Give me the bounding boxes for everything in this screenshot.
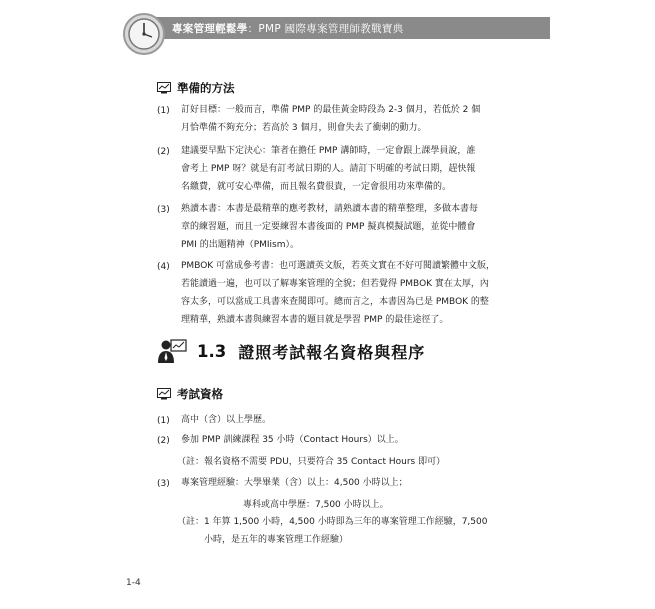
- section-heading-text: 考試資格: [177, 387, 223, 401]
- item-number: (1): [157, 106, 170, 116]
- item-line: PMI 的出題精神（PMIism）。: [181, 240, 300, 250]
- header-title-main: 專案管理輕鬆學: [172, 23, 248, 35]
- item-number: (1): [157, 416, 170, 426]
- item-number: (3): [157, 479, 170, 489]
- item-line: 若能讀過一遍，也可以了解專案管理的全貌；但若覺得 PMBOK 實在太厚，內: [181, 279, 489, 289]
- chapter-number: 1.3: [197, 341, 227, 361]
- item-line: 熟讀本書：本書是最精華的應考教材，請熟讀本書的精華整理，多做本書每: [181, 204, 479, 214]
- item-line: 專科或高中學歷：7,500 小時以上。: [243, 500, 389, 510]
- header-title-sub: ：PMP 國際專案管理師教戰寶典: [247, 23, 404, 35]
- item-line: 專案管理經驗：大學畢業（含）以上：4,500 小時以上；: [181, 478, 408, 488]
- header-title: [172, 21, 403, 36]
- monitor-chart-icon: [157, 388, 171, 400]
- monitor-chart-icon: [157, 82, 171, 94]
- chapter-heading: [157, 338, 425, 364]
- presenter-icon: [157, 338, 187, 364]
- item-line: 理精華，熟讀本書與練習本書的題目就是學習 PMP 的最佳途徑了。: [181, 315, 449, 325]
- list-item: [181, 474, 408, 514]
- item-line: 容太多，可以當成工具書來查閱即可。總而言之，本書因為已是 PMBOK 的整: [181, 297, 489, 307]
- list-item: [181, 142, 475, 196]
- clock-icon: [122, 12, 166, 56]
- note: [177, 453, 445, 471]
- list-item: [181, 200, 478, 254]
- item-line: PMBOK 可當成參考書：也可選讀英文版，若英文實在不好可閱讀繁體中文版，: [181, 261, 496, 271]
- page-number: 1-4: [126, 578, 141, 588]
- note-line: （註：報名資格不需要 PDU，只要符合 35 Contact Hours 即可）: [177, 457, 446, 467]
- list-item: [181, 101, 480, 137]
- item-line: 參加 PMP 訓練課程 35 小時（Contact Hours）以上。: [181, 435, 404, 445]
- list-item: [181, 431, 404, 449]
- section-heading-text: 準備的方法: [177, 81, 235, 95]
- item-line: 建議要早點下定決心：筆者在擔任 PMP 講師時，一定會跟上課學員說，誰: [181, 146, 476, 156]
- item-line: 會考上 PMP 呀？就是有訂考試日期的人。請訂下明確的考試日期，趕快報: [181, 164, 476, 174]
- item-line: 名繳費，就可安心準備，而且報名費很貴，一定會很用功來準備的。: [181, 182, 452, 192]
- item-line: 章的練習題，而且一定要練習本書後面的 PMP 擬真模擬試題，並從中體會: [181, 222, 476, 232]
- list-item: [181, 257, 495, 329]
- item-number: (2): [157, 147, 170, 157]
- list-item: [181, 411, 271, 429]
- item-number: (4): [157, 262, 170, 272]
- item-line: 高中（含）以上學歷。: [181, 415, 272, 425]
- item-line: 月恰準備不夠充分；若高於 3 個月，則會失去了衝刺的動力。: [181, 123, 427, 133]
- note-line: （註：1 年算 1,500 小時，4,500 小時即為三年的專案管理工作經驗，7,500: [177, 517, 488, 527]
- note-line: 小時，是五年的專案管理工作經驗）: [204, 535, 349, 545]
- item-line: 訂好目標：一般而言，準備 PMP 的最佳黃金時段為 2-3 個月，若低於 2 個: [181, 105, 481, 115]
- item-number: (3): [157, 205, 170, 215]
- item-number: (2): [157, 436, 170, 446]
- section-heading-methods: [157, 80, 235, 96]
- note: [177, 513, 487, 549]
- section-heading-qualifications: [157, 386, 223, 402]
- chapter-title: 證照考試報名資格與程序: [238, 342, 426, 362]
